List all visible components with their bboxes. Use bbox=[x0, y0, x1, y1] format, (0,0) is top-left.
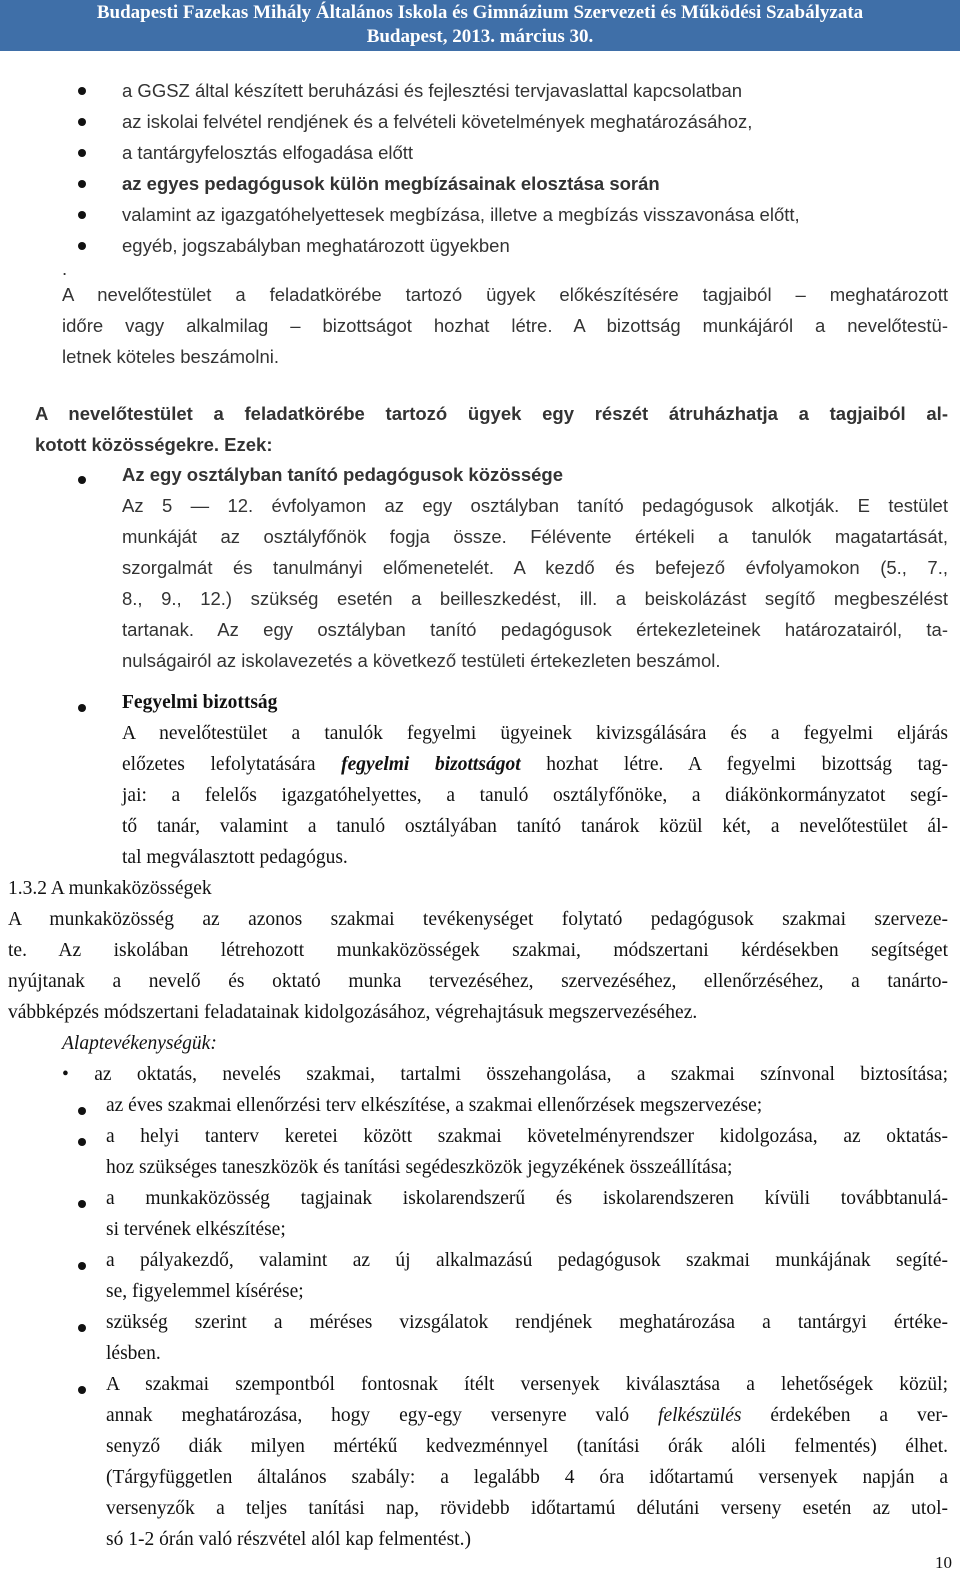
bullet-icon bbox=[78, 180, 86, 188]
community-title: Az egy osztályban tanító pedagógusok közössége bbox=[122, 464, 564, 485]
bullet-icon bbox=[78, 1262, 86, 1270]
discipline-title: Fegyelmi bizottság bbox=[122, 692, 278, 713]
bullet-icon bbox=[78, 1324, 86, 1332]
section-heading: 1.3.2 A munkaközösségek bbox=[8, 878, 212, 899]
bullet-icon bbox=[78, 118, 86, 126]
subheading: Alaptevékenységük: bbox=[62, 1033, 217, 1054]
header-date: Budapest, 2013. március 30. bbox=[366, 26, 594, 47]
bullet-icon bbox=[78, 211, 86, 219]
emphasis-text: felkészülés bbox=[658, 1405, 742, 1426]
bullet-icon bbox=[78, 1386, 86, 1394]
bullet-icon bbox=[78, 1107, 86, 1115]
bullet-icon bbox=[78, 149, 86, 157]
bullet-icon bbox=[78, 87, 86, 95]
bullet-icon bbox=[78, 704, 86, 712]
bullet-icon bbox=[78, 1138, 86, 1146]
bullet-icon bbox=[78, 242, 86, 250]
stray-dot: . bbox=[62, 258, 68, 279]
list-item: • az oktatás, nevelés szakmai, tartalmi összehangolása, a szakmai színvonal biztosítása; bbox=[62, 1064, 948, 1085]
emphasis-text: fegyelmi bizottságot bbox=[341, 754, 521, 775]
header-title: Budapesti Fazekas Mihály Általános Iskola és Gimnázium Szervezeti és Működési Szabályzata bbox=[96, 2, 864, 23]
page-number: 10 bbox=[935, 1553, 952, 1572]
bullet-icon bbox=[78, 1200, 86, 1208]
document-header bbox=[0, 0, 960, 51]
bullet-icon bbox=[78, 476, 86, 484]
